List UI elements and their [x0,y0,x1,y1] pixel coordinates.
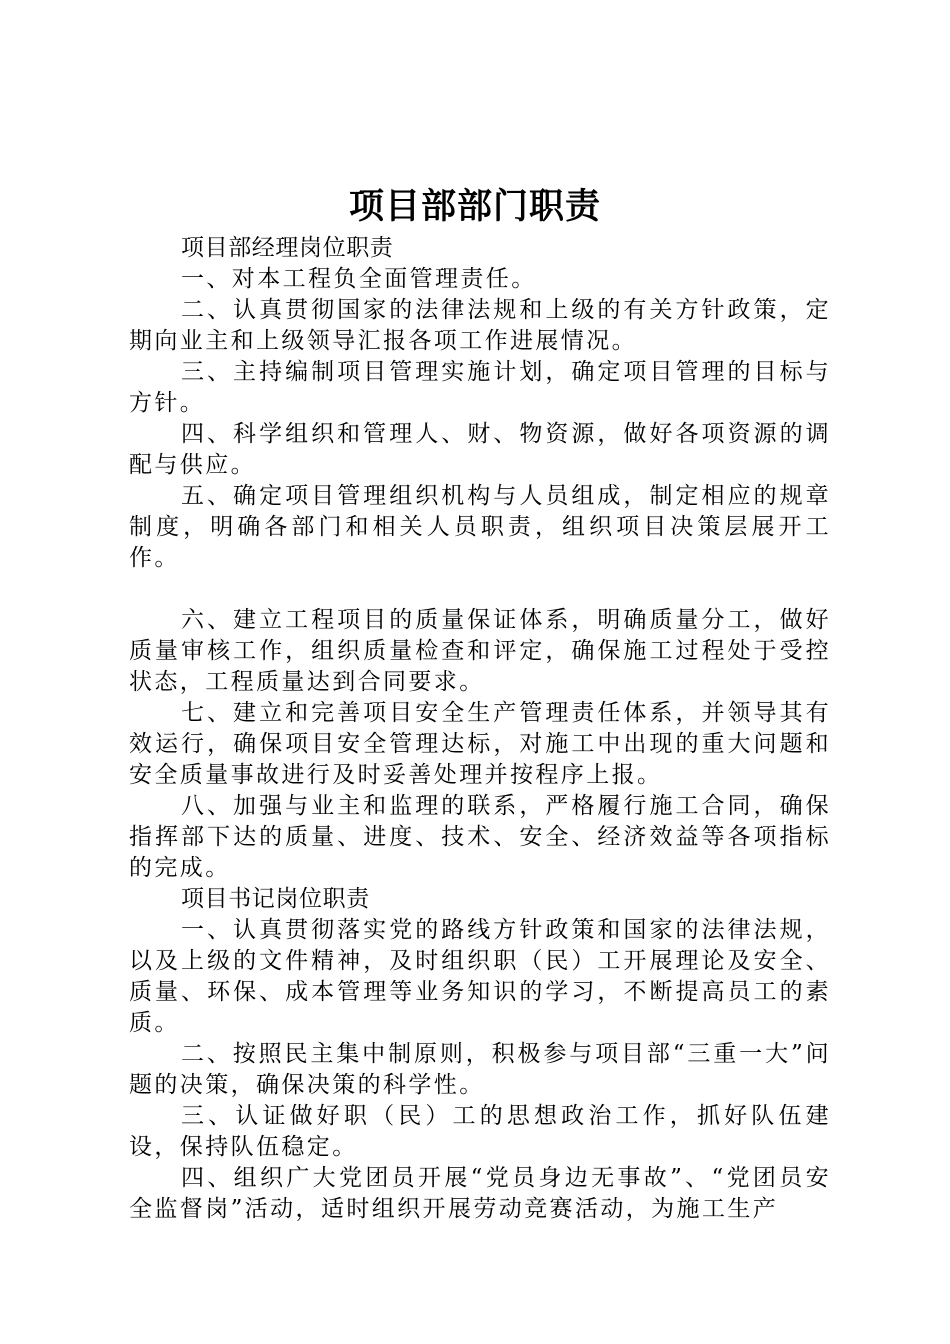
duty-item: 二、按照民主集中制原则，积极参与项目部“三重一大”问题的决策，确保决策的科学性。 [129,1041,831,1098]
duty-item: 一、对本工程负全面管理责任。 [181,266,537,292]
duty-item: 五、确定项目管理组织机构与人员组成，制定相应的规章制度，明确各部门和相关人员职责，组织项目决策层展开工作。 [129,483,831,571]
duty-item: 八、加强与业主和监理的联系，严格履行施工合同，确保指挥部下达的质量、进度、技术、安全、经济效益等各项指标的完成。 [129,793,831,881]
duty-item: 二、认真贯彻国家的法律法规和上级的有关方针政策，定期向业主和上级领导汇报各项工作进展情况。 [129,297,831,354]
duty-item: 四、组织广大党团员开展“党员身边无事故”、“党团员安全监督岗”活动，适时组织开展劳动竞赛活动，为施工生产 [129,1165,831,1222]
duty-item: 三、认证做好职（民）工的思想政治工作，抓好队伍建设，保持队伍稳定。 [129,1103,831,1160]
duty-item: 六、建立工程项目的质量保证体系，明确质量分工，做好质量审核工作，组织质量检查和评定，确保施工过程处于受控状态，工程质量达到合同要求。 [129,607,831,695]
duty-item: 一、认真贯彻落实党的路线方针政策和国家的法律法规，以及上级的文件精神，及时组织职（民）工开展理论及安全、质量、环保、成本管理等业务知识的学习，不断提高员工的素质。 [129,917,831,1036]
document-body [129,233,831,1225]
duty-item: 四、科学组织和管理人、财、物资源，做好各项资源的调配与供应。 [129,421,831,478]
section-heading-secretary: 项目书记岗位职责 [181,886,370,912]
paragraph-gap [129,574,831,605]
page-title: 项目部部门职责 [348,187,601,227]
section-heading-manager: 项目部经理岗位职责 [181,235,394,261]
duty-item: 三、主持编制项目管理实施计划，确定项目管理的目标与方针。 [129,359,831,416]
duty-item: 七、建立和完善项目安全生产管理责任体系，并领导其有效运行，确保项目安全管理达标，对施工中出现的重大问题和安全质量事故进行及时妥善处理并按程序上报。 [129,700,831,788]
